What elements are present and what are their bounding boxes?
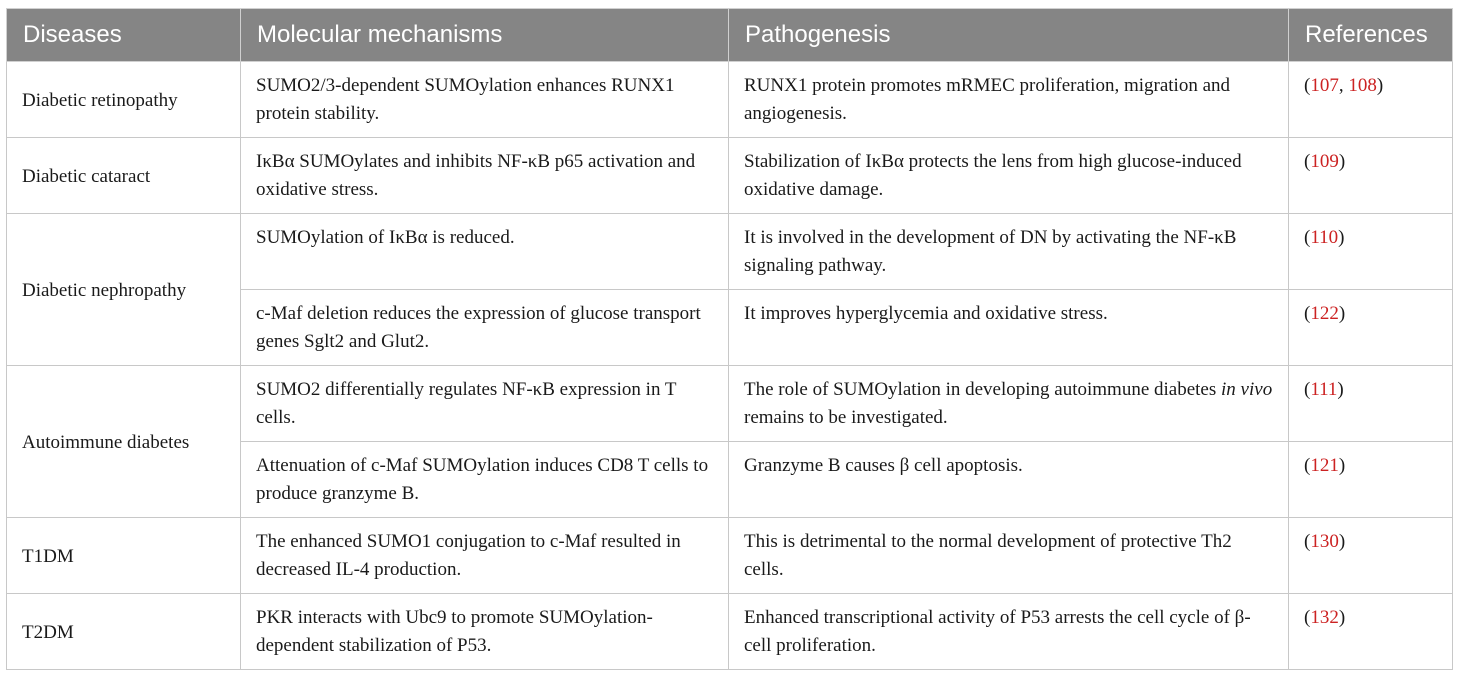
reference-link[interactable]: 108 xyxy=(1348,75,1377,96)
references-cell: (110) xyxy=(1289,214,1453,290)
mechanism-cell: SUMO2 differentially regulates NF-κB expression in T cells. xyxy=(241,366,729,442)
reference-link[interactable]: 121 xyxy=(1310,455,1339,476)
pathogenesis-cell xyxy=(729,366,1289,442)
header-pathogenesis: Pathogenesis xyxy=(729,9,1289,62)
references-cell: (121) xyxy=(1289,442,1453,518)
pathogenesis-italic-text: in vivo xyxy=(1221,379,1273,400)
mechanism-cell: c-Maf deletion reduces the expression of glucose transport genes Sglt2 and Glut2. xyxy=(241,290,729,366)
references-cell: (122) xyxy=(1289,290,1453,366)
references-cell: (107, 108) xyxy=(1289,62,1453,138)
pathogenesis-cell: RUNX1 protein promotes mRMEC proliferation, migration and angiogenesis. xyxy=(729,62,1289,138)
disease-mechanism-table xyxy=(6,8,1453,670)
references-cell: (111) xyxy=(1289,366,1453,442)
reference-link[interactable]: 107 xyxy=(1310,75,1339,96)
reference-link[interactable]: 111 xyxy=(1310,379,1338,400)
pathogenesis-cell: Stabilization of IκBα protects the lens from high glucose-induced oxidative damage. xyxy=(729,138,1289,214)
disease-cell: Diabetic nephropathy xyxy=(7,214,241,366)
table-row xyxy=(7,138,1453,214)
pathogenesis-cell: This is detrimental to the normal development of protective Th2 cells. xyxy=(729,518,1289,594)
pathogenesis-text: The role of SUMOylation in developing autoimmune diabetes xyxy=(744,379,1222,400)
pathogenesis-cell: Granzyme B causes β cell apoptosis. xyxy=(729,442,1289,518)
disease-cell: Diabetic retinopathy xyxy=(7,62,241,138)
mechanism-cell: The enhanced SUMO1 conjugation to c-Maf resulted in decreased IL-4 production. xyxy=(241,518,729,594)
disease-cell: Diabetic cataract xyxy=(7,138,241,214)
disease-cell: Autoimmune diabetes xyxy=(7,366,241,518)
header-diseases: Diseases xyxy=(7,9,241,62)
table-row xyxy=(7,366,1453,442)
pathogenesis-cell: Enhanced transcriptional activity of P53 arrests the cell cycle of β-cell proliferation. xyxy=(729,594,1289,670)
table-row xyxy=(7,594,1453,670)
disease-cell: T2DM xyxy=(7,594,241,670)
table-row xyxy=(7,214,1453,290)
reference-link[interactable]: 132 xyxy=(1310,607,1339,628)
pathogenesis-text: remains to be investigated. xyxy=(744,407,948,428)
pathogenesis-cell: It is involved in the development of DN by activating the NF-κB signaling pathway. xyxy=(729,214,1289,290)
references-cell: (132) xyxy=(1289,594,1453,670)
reference-link[interactable]: 122 xyxy=(1310,303,1339,324)
header-molecular-mechanisms: Molecular mechanisms xyxy=(241,9,729,62)
mechanism-cell: SUMOylation of IκBα is reduced. xyxy=(241,214,729,290)
mechanism-cell: IκBα SUMOylates and inhibits NF-κB p65 activation and oxidative stress. xyxy=(241,138,729,214)
disease-cell: T1DM xyxy=(7,518,241,594)
reference-link[interactable]: 109 xyxy=(1310,151,1339,172)
header-references: References xyxy=(1289,9,1453,62)
reference-link[interactable]: 110 xyxy=(1310,227,1339,248)
table-row xyxy=(7,62,1453,138)
references-cell: (109) xyxy=(1289,138,1453,214)
pathogenesis-cell: It improves hyperglycemia and oxidative stress. xyxy=(729,290,1289,366)
reference-link[interactable]: 130 xyxy=(1310,531,1339,552)
references-cell: (130) xyxy=(1289,518,1453,594)
table-row xyxy=(7,518,1453,594)
header-row xyxy=(7,9,1453,62)
mechanism-cell: PKR interacts with Ubc9 to promote SUMOylation-dependent stabilization of P53. xyxy=(241,594,729,670)
mechanism-cell: SUMO2/3-dependent SUMOylation enhances RUNX1 protein stability. xyxy=(241,62,729,138)
mechanism-cell: Attenuation of c-Maf SUMOylation induces CD8 T cells to produce granzyme B. xyxy=(241,442,729,518)
